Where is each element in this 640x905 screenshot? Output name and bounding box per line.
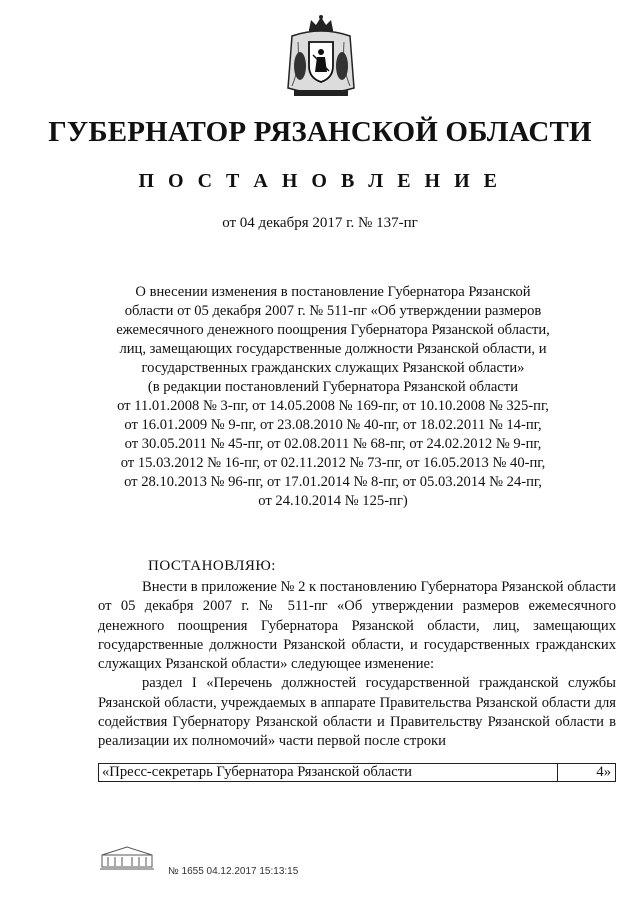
subject-line: государственных гражданских служащих Рязанской области» (141, 360, 525, 376)
registration-number: № 1655 04.12.2017 15:13:15 (168, 866, 299, 877)
authority-title: ГУБЕРНАТОР РЯЗАНСКОЙ ОБЛАСТИ (48, 116, 592, 148)
coat-of-arms-emblem (282, 14, 360, 100)
resolution-heading: ПОСТАНОВЛЯЮ: (148, 558, 276, 574)
subject-line: от 16.01.2009 № 9-пг, от 23.08.2010 № 40-пг, от 18.02.2011 № 14-пг, (124, 417, 542, 433)
subject-line: лиц, замещающих государственные должности Рязанской области, и (119, 341, 547, 357)
body-paragraph: Внести в приложение № 2 к постановлению Губернатора Рязанской области от 05 декабря 2007 г. № 511-пг «Об утверждении размеров ежемесячного денежного поощрения Губернатора Рязанской области, лиц, замещающих государственные должности Рязанской области, и государственных гражданских служащих Рязанской области» следующее изменение: (98, 579, 616, 673)
document-subject (88, 283, 578, 511)
subject-line: от 30.05.2011 № 45-пг, от 02.08.2011 № 68-пг, от 24.02.2012 № 9-пг, (124, 436, 542, 452)
building-stamp-icon (98, 845, 156, 871)
subject-line: от 15.03.2012 № 16-пг, от 02.11.2012 № 73-пг, от 16.05.2013 № 40-пг, (120, 455, 546, 471)
subject-line: (в редакции постановлений Губернатора Рязанской области (147, 379, 519, 395)
body-paragraph: раздел I «Перечень должностей государственной гражданской службы Рязанской области, учреждаемых в аппарате Правительства Рязанской области для содействия Губернатору Рязанской области и Правительству Рязанской области в реализации их полномочий» части первой после строки (98, 675, 616, 750)
document-body (98, 578, 616, 752)
subject-line: от 11.01.2008 № 3-пг, от 14.05.2008 № 169-пг, от 10.10.2008 № 325-пг, (117, 398, 549, 414)
position-cell: «Пресс-секретарь Губернатора Рязанской области (99, 764, 558, 781)
subject-line: ежемесячного денежного поощрения Губернатора Рязанской области, (116, 322, 550, 338)
subject-line: области от 05 декабря 2007 г. № 511-пг «Об утверждении размеров (124, 303, 542, 319)
value-cell: 4» (596, 764, 611, 780)
subject-line: от 28.10.2013 № 96-пг, от 17.01.2014 № 8-пг, от 05.03.2014 № 24-пг, (124, 474, 542, 490)
subject-line: О внесении изменения в постановление Губернатора Рязанской (135, 284, 531, 300)
document-type: П О С Т А Н О В Л Е Н И Е (138, 170, 502, 192)
document-date: от 04 декабря 2017 г. № 137-пг (222, 215, 418, 231)
subject-line: от 24.10.2014 № 125-пг) (258, 493, 408, 509)
table-row (98, 763, 616, 782)
